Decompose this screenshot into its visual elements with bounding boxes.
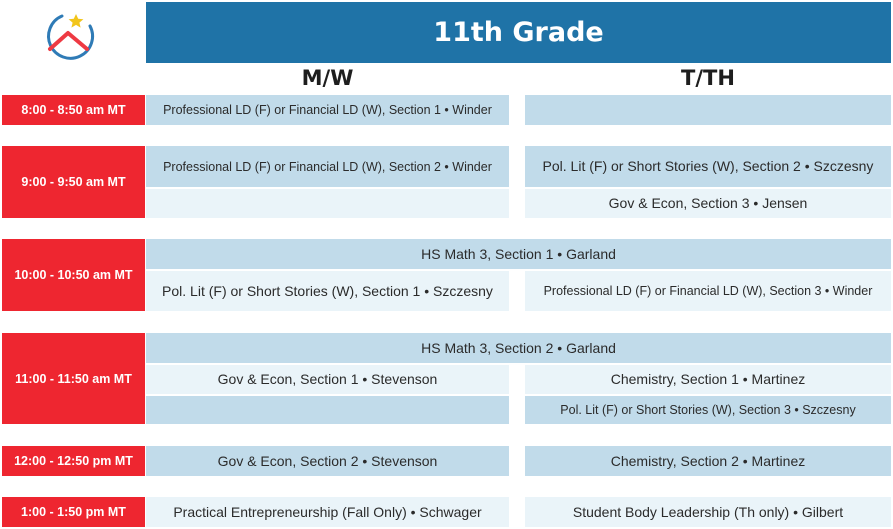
class-cell-p5-mw: Gov & Econ, Section 2 • Stevenson xyxy=(146,446,509,476)
class-cell-p3-mw: Pol. Lit (F) or Short Stories (W), Section 1 • Szczesny xyxy=(146,271,509,311)
time-slot-1: 8:00 - 8:50 am MT xyxy=(2,95,145,125)
page-title: 11th Grade xyxy=(146,2,891,63)
class-cell-p4-mw-a: Gov & Econ, Section 1 • Stevenson xyxy=(146,365,509,394)
class-cell-p4-span: HS Math 3, Section 2 • Garland xyxy=(146,333,891,363)
class-cell-p1-mw: Professional LD (F) or Financial LD (W), Section 1 • Winder xyxy=(146,95,509,125)
class-cell-p4-tth-b: Pol. Lit (F) or Short Stories (W), Section 3 • Szczesny xyxy=(525,396,891,424)
class-cell-p4-mw-b xyxy=(146,396,509,424)
class-cell-p4-tth-a: Chemistry, Section 1 • Martinez xyxy=(525,365,891,394)
class-cell-p3-tth: Professional LD (F) or Financial LD (W), Section 3 • Winder xyxy=(525,271,891,311)
school-logo xyxy=(40,12,98,62)
class-cell-p6-tth: Student Body Leadership (Th only) • Gilbert xyxy=(525,497,891,527)
class-cell-p2-mw-b xyxy=(146,189,509,218)
time-slot-2: 9:00 - 9:50 am MT xyxy=(2,146,145,218)
time-slot-4: 11:00 - 11:50 am MT xyxy=(2,333,145,424)
column-header-mw: M/W xyxy=(301,66,354,90)
class-cell-p6-mw: Practical Entrepreneurship (Fall Only) • Schwager xyxy=(146,497,509,527)
house-circle-star-icon xyxy=(40,12,98,62)
class-cell-p3-span: HS Math 3, Section 1 • Garland xyxy=(146,239,891,269)
class-cell-p5-tth: Chemistry, Section 2 • Martinez xyxy=(525,446,891,476)
class-cell-p1-tth xyxy=(525,95,891,125)
time-slot-3: 10:00 - 10:50 am MT xyxy=(2,239,145,311)
class-cell-p2-mw-a: Professional LD (F) or Financial LD (W), Section 2 • Winder xyxy=(146,146,509,187)
class-cell-p2-tth-b: Gov & Econ, Section 3 • Jensen xyxy=(525,189,891,218)
time-slot-5: 12:00 - 12:50 pm MT xyxy=(2,446,145,476)
column-header-tth: T/TH xyxy=(681,66,735,90)
class-cell-p2-tth-a: Pol. Lit (F) or Short Stories (W), Section 2 • Szczesny xyxy=(525,146,891,187)
time-slot-6: 1:00 - 1:50 pm MT xyxy=(2,497,145,527)
